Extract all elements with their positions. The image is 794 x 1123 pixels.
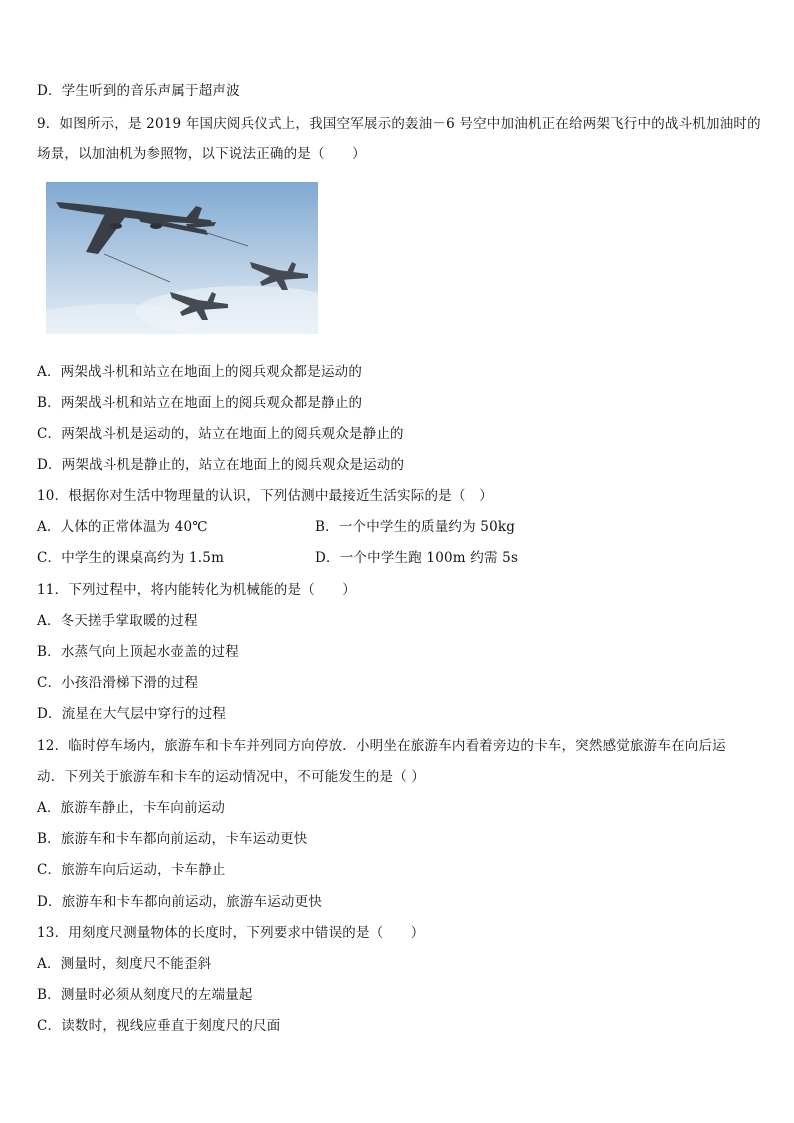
q9-option-d: D．两架战斗机是静止的，站立在地面上的阅兵观众是运动的 <box>37 457 405 473</box>
q11-option-c: C．小孩沿滑梯下滑的过程 <box>37 675 199 691</box>
q13-stem: 13．用刻度尺测量物体的长度时，下列要求中错误的是（ ） <box>37 925 425 941</box>
q12-stem-line1: 12．临时停车场内，旅游车和卡车并列同方向停放．小明坐在旅游车内看着旁边的卡车，突然感觉旅游车在向后运 <box>37 738 726 754</box>
q13-option-c: C．读数时，视线应垂直于刻度尺的尺面 <box>37 1018 281 1034</box>
q10-option-c: C．中学生的课桌高约为 1.5m <box>37 550 225 566</box>
q10-option-d: D．一个中学生跑 100m 约需 5s <box>315 550 519 566</box>
q9-option-a: A．两架战斗机和站立在地面上的阅兵观众都是运动的 <box>37 364 363 380</box>
q8-option-d: D．学生听到的音乐声属于超声波 <box>37 83 240 99</box>
q11-stem: 11．下列过程中，将内能转化为机械能的是（ ） <box>37 582 356 598</box>
q10-option-b: B．一个中学生的质量约为 50kg <box>315 519 516 535</box>
q11-option-d: D．流星在大气层中穿行的过程 <box>37 706 227 722</box>
q10-stem: 10．根据你对生活中物理量的认识，下列估测中最接近生活实际的是（ ） <box>37 488 493 504</box>
q10-option-a: A．人体的正常体温为 40℃ <box>37 519 208 535</box>
q12-option-d: D．旅游车和卡车都向前运动，旅游车运动更快 <box>37 894 323 910</box>
q12-option-a: A．旅游车静止，卡车向前运动 <box>37 800 226 816</box>
q13-option-b: B．测量时必须从刻度尺的左端量起 <box>37 987 253 1003</box>
q9-stem-line1: 9．如图所示，是 2019 年国庆阅兵仪式上，我国空军展示的轰油－6 号空中加油机正在给两架飞行中的战斗机加油时的 <box>37 116 761 132</box>
q9-stem-line2: 场景，以加油机为参照物，以下说法正确的是（ ） <box>37 146 366 162</box>
q11-option-b: B．水蒸气向上顶起水壶盖的过程 <box>37 644 239 660</box>
q9-option-c: C．两架战斗机是运动的，站立在地面上的阅兵观众是静止的 <box>37 426 404 442</box>
q12-option-c: C．旅游车向后运动，卡车静止 <box>37 862 226 878</box>
refueling-aircraft-photo <box>46 182 318 334</box>
q9-option-b: B．两架战斗机和站立在地面上的阅兵观众都是静止的 <box>37 395 363 411</box>
q12-stem-line2: 动．下列关于旅游车和卡车的运动情况中，不可能发生的是（ ） <box>37 769 426 785</box>
q12-option-b: B．旅游车和卡车都向前运动，卡车运动更快 <box>37 831 308 847</box>
q13-option-a: A．测量时，刻度尺不能歪斜 <box>37 956 212 972</box>
q11-option-a: A．冬天搓手掌取暖的过程 <box>37 613 198 629</box>
